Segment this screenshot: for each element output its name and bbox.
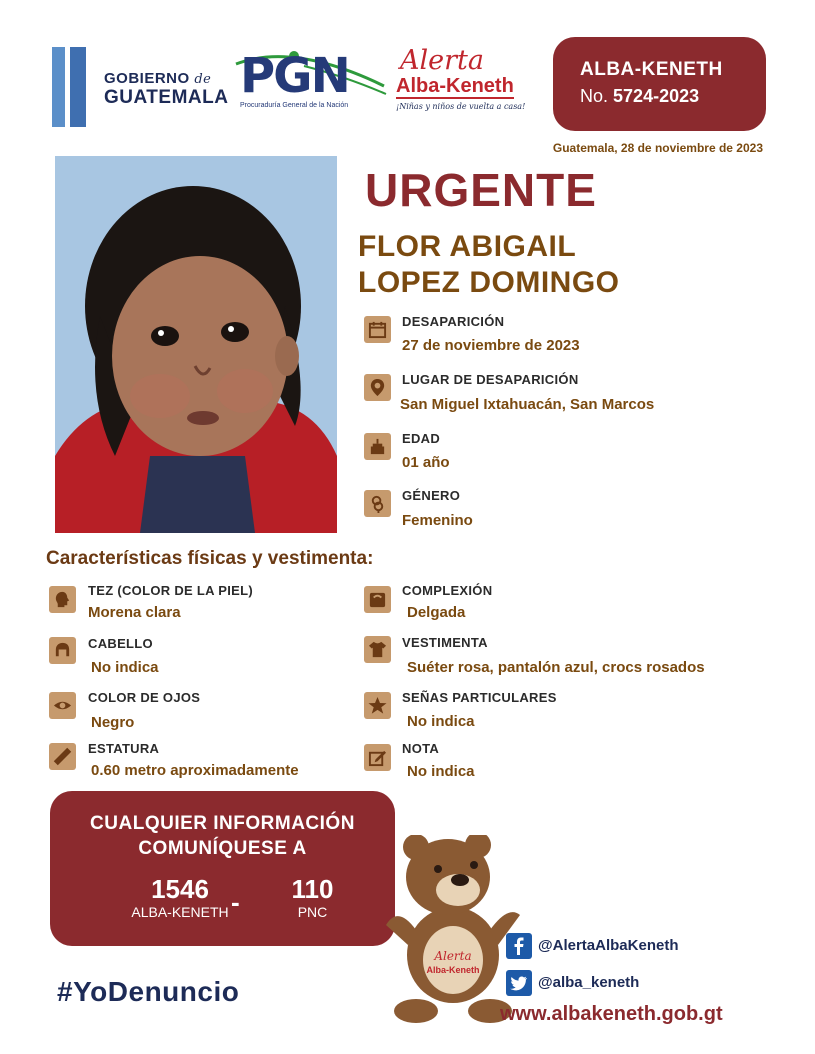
pgn-logo: PGN Procuraduría General de la Nación [240,48,390,120]
birthday-cake-icon [364,433,391,460]
missing-child-photo [55,156,337,533]
char-label-height: ESTATURA [88,741,160,756]
char-value-height: 0.60 metro aproximadamente [91,762,299,779]
char-value-note: No indica [407,763,475,780]
twitter-icon[interactable] [506,970,532,996]
website-link[interactable]: www.albakeneth.gob.gt [500,1003,723,1025]
char-value-clothing: Suéter rosa, pantalón azul, crocs rosados [407,659,705,676]
gobierno-logo-bars [52,47,98,127]
phone-alba-keneth[interactable]: 1546 ALBA-KENETH [131,874,229,920]
char-label-eyes: COLOR DE OJOS [88,690,201,705]
ruler-icon [49,743,76,770]
missing-person-name: FLOR ABIGAIL LOPEZ DOMINGO [358,230,620,299]
shirt-icon [364,636,391,663]
gobierno-logo-text: GOBIERNO de GUATEMALA [104,70,229,108]
svg-text:Alba-Keneth: Alba-Keneth [426,965,480,975]
char-value-skin: Morena clara [88,604,181,621]
char-value-eyes: Negro [91,714,135,731]
calendar-icon [364,316,391,343]
char-value-marks: No indica [407,713,475,730]
contact-info-box: CUALQUIER INFORMACIÓN COMUNÍQUESE A 1546 ALBA-KENETH - 110 PNC [50,791,395,946]
detail-value-location: San Miguel Ixtahuacán, San Marcos [400,396,655,413]
char-label-hair: CABELLO [88,636,153,651]
hair-icon [49,637,76,664]
gender-icon [364,490,391,517]
char-label-note: NOTA [402,741,440,756]
detail-label-gender: GÉNERO [402,488,461,503]
alerta-alba-keneth-logo: Alerta Alba-Keneth ¡Niñas y niños de vuelta a casa! [396,45,526,111]
head-profile-icon [49,586,76,613]
urgency-title: URGENTE [365,164,597,216]
facebook-icon[interactable] [506,933,532,959]
case-number-badge: ALBA-KENETH No. 5724-2023 [553,37,766,131]
char-label-build: COMPLEXIÓN [402,583,493,598]
svg-text:Alerta: Alerta [434,949,472,963]
detail-value-age: 01 año [402,454,450,471]
char-label-skin: TEZ (COLOR DE LA PIEL) [88,583,253,598]
char-label-marks: SEÑAS PARTICULARES [402,690,557,705]
scale-icon [364,586,391,613]
char-label-clothing: VESTIMENTA [402,635,488,650]
detail-value-gender: Femenino [402,512,473,529]
hashtag: #YoDenuncio [57,976,240,1007]
map-pin-icon [364,374,391,401]
detail-label-age: EDAD [402,431,441,446]
detail-label-disappearance: DESAPARICIÓN [402,314,505,329]
facebook-handle[interactable]: @AlertaAlbaKeneth [538,937,679,954]
publication-date: Guatemala, 28 de noviembre de 2023 [552,141,763,155]
detail-label-location: LUGAR DE DESAPARICIÓN [402,372,579,387]
char-value-build: Delgada [407,604,466,621]
star-icon [364,692,391,719]
char-value-hair: No indica [91,659,159,676]
twitter-handle[interactable]: @alba_keneth [538,974,640,991]
characteristics-heading: Características físicas y vestimenta: [46,548,374,569]
detail-value-disappearance: 27 de noviembre de 2023 [402,337,580,354]
note-edit-icon [364,744,391,771]
eye-icon [49,692,76,719]
phone-pnc[interactable]: 110 PNC [291,874,334,920]
bear-mascot-image [378,835,528,1025]
